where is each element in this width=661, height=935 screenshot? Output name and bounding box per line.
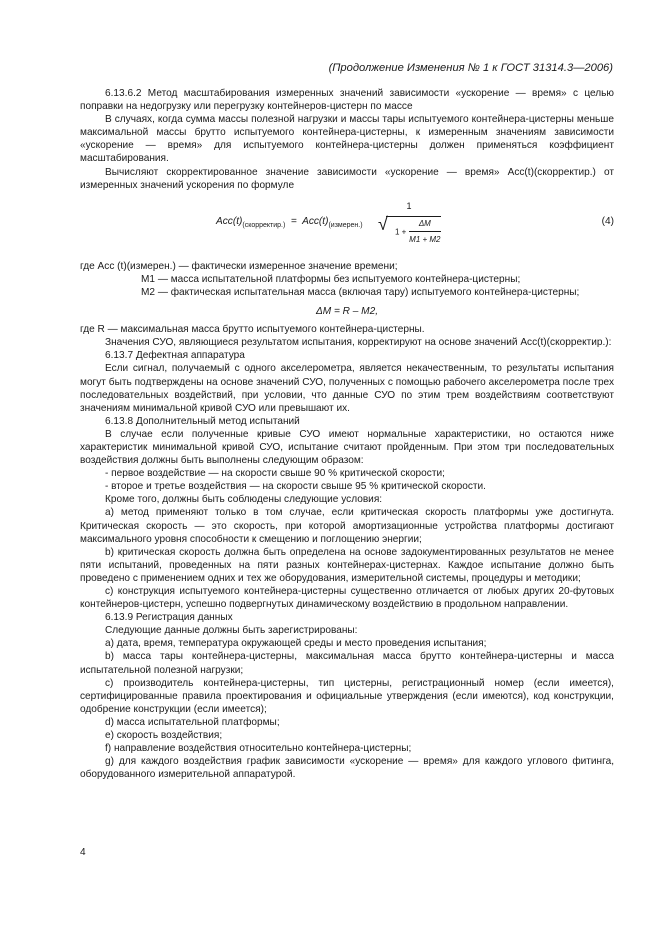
list-item: e) скорость воздействия; [105,730,223,742]
list-item: b) масса тары контейнера-цистерны, максимальная масса брутто контейнера-цистерны и масса испытательной полезной нагрузки; [80,651,614,676]
paragraph: Следующие данные должны быть зарегистрированы: [105,625,358,637]
paragraph: В случае если полученные кривые СУО имеют нормальные характеристики, но остаются ниже характеристик минимальной кривой СУО, испытание считают пройденным. При этом три последовательных воздействия должны быть выполнены следующим образом: [80,428,614,467]
page-number: 4 [80,847,86,858]
document-body [80,87,614,781]
list-item: - второе и третье воздействия — на скорости свыше 95 % критической скорости. [105,481,486,493]
list-item: c) производитель контейнера-цистерны, тип цистерны, регистрационный номер (если имеется), сертифицированные правила проектирования и официальные утверждения (если имеются), код конструкции, одобрение конструкции (если имеется); [80,677,614,715]
paragraph: В случаях, когда сумма массы полезной нагрузки и массы тары испытуемого контейнера-цистерны меньше максимальной массы брутто испытуемого контейнера-цистерны, к измеренным значениям зависимости «ускорение — время» для испытуемого контейнера-цистерны должен применяться коэффициент масштабирования. [80,114,614,165]
formula-4 [80,198,614,256]
section-6-13-8-heading: 6.13.8 Дополнительный метод испытаний [105,415,300,427]
paragraph: Значения СУО, являющиеся результатом испытания, корректируют на основе значений Acc(t)(скорректир.): [105,337,612,349]
where-line: M2 — фактическая испытательная масса (включая тару) испытуемого контейнера-цистерны; [141,286,580,298]
list-item: b) критическая скорость должна быть определена на основе задокументированных результатов не менее пяти испытаний, проведенных на пяти разных контейнерах-цистернах. Каждое испытание должно быть проведено с применением одних и тех же оборудования, измерительной системы, процедуры и методики; [80,546,614,584]
where-line: M1 — масса испытательной платформы без испытуемого контейнера-цистерны; [141,273,521,285]
where-line: где Acc (t)(измерен.) — фактически измеренное значение времени; [80,260,398,272]
section-6-13-9-heading: 6.13.9 Регистрация данных [105,612,233,624]
section-6-13-7-heading: 6.13.7 Дефектная аппаратура [105,350,245,362]
list-item: - первое воздействие — на скорости свыше 90 % критической скорости; [105,468,445,480]
sqrt-sign-icon: √ [378,213,388,234]
page-header: (Продолжение Изменения № 1 к ГОСТ 31314.3—2006) [328,62,613,74]
equation-number: (4) [601,215,614,227]
list-item: a) дата, время, температура окружающей среды и место проведения испытания; [105,638,487,650]
section-6-13-6-2-title: 6.13.6.2 Метод масштабирования измеренных значений зависимости «ускорение — время» с целью поправки на недогрузку или перегрузку контейнеров-цистерн по массе [80,88,614,113]
list-item: f) направление воздействия относительно контейнера-цистерны; [105,743,412,755]
formula-lhs: $Acc(t)_{(скорректир.)} = Acc(t)_{(измерен.)}$ [216,215,363,229]
where-line: где R — максимальная масса брутто испытуемого контейнера-цистерны. [80,324,425,336]
paragraph: Кроме того, должны быть соблюдены следующие условия: [105,494,383,506]
paragraph: Если сигнал, получаемый с одного акселерометра, является некачественным, то результаты испытания могут быть подтверждены на основе значений СУО, полученных с помощью рабочего акселерометра после трех последовательных воздействий, при условии, что данные СУО по этим трем воздействиям соответствуют значениям минимальной кривой СУО или превышают их. [80,363,614,414]
list-item: a) метод применяют только в том случае, если критическая скорость платформы уже достигнута. Критическая скорость — это скорость, при которой амортизационные устройства платформы достигают максимального уровня способности к смещению и поглощению энергии; [80,507,614,545]
list-item: g) для каждого воздействия график зависимости «ускорение — время» для каждого углового фитинга, оборудованного измерительной аппаратурой. [80,756,614,781]
delta-m-formula: ΔM = R – M2, [315,306,379,318]
list-item: d) масса испытательной платформы; [105,716,280,728]
list-item: c) конструкция испытуемого контейнера-цистерны существенно отличается от любых других 20-футовых контейнеров-цистерн, успешно подвергнутых динамическому воздействию в продольном направлении. [80,586,614,611]
paragraph: Вычисляют скорректированное значение зависимости «ускорение — время» Acc(t)(скорректир.) от измеренных значений ускорения по формуле [80,166,614,191]
formula-fraction: 1 √ 1 + $\frac{\Delta M}{M1 + M2}$ [380,200,441,246]
